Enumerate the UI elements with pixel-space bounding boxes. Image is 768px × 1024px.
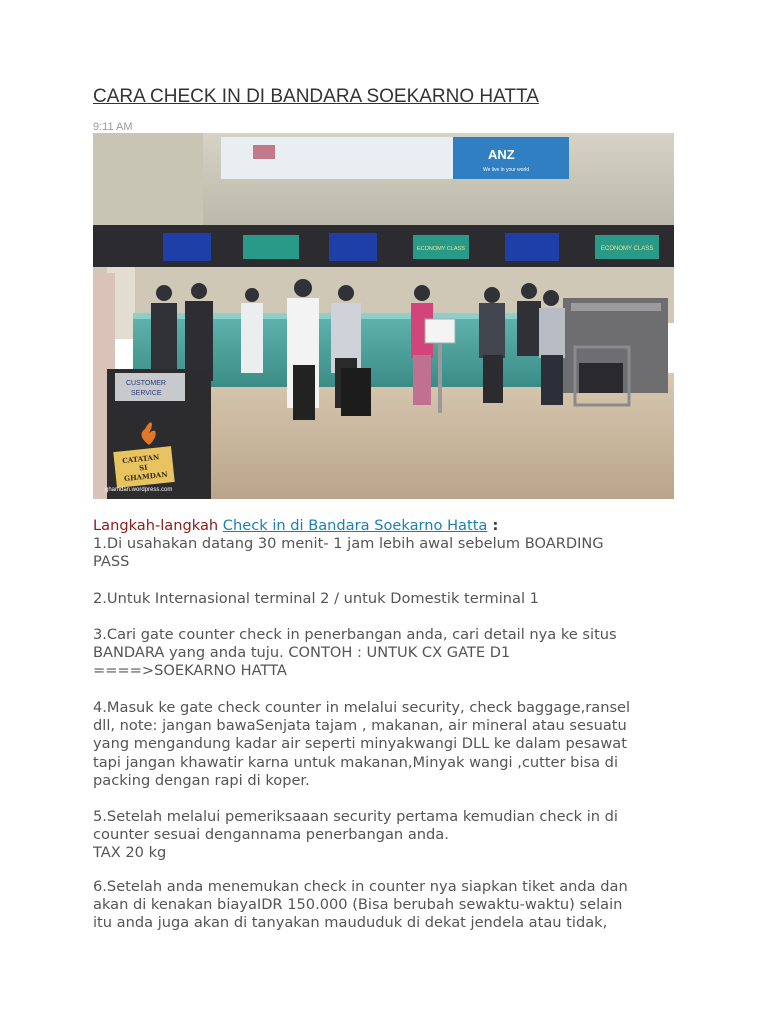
intro-lead: Langkah-langkah (93, 517, 223, 534)
step-3: 3.Cari gate counter check in penerbangan anda, cari detail nya ke situs BANDARA yang anda tuju. CONTOH : UNTUK CX GATE D1 ====>SOEKARNO HATTA (93, 626, 617, 680)
svg-text:GHAMDAN: GHAMDAN (123, 469, 169, 484)
steps-intro (93, 517, 498, 535)
step-1: 1.Di usahakan datang 30 menit- 1 jam lebih awal sebelum BOARDING PASS (93, 535, 604, 571)
svg-text:SI: SI (138, 462, 148, 473)
banner-tagline: We live in your world (483, 167, 530, 173)
article-title: CARA CHECK IN DI BANDARA SOEKARNO HATTA (93, 86, 539, 107)
watermark-url: ghamdan.wordpress.com (105, 487, 173, 493)
stand-label-2: SERVICE (131, 390, 162, 397)
checkin-link[interactable]: Check in di Bandara Soekarno Hatta (222, 517, 488, 534)
svg-text:CATATAN: CATATAN (121, 452, 160, 466)
stand-label-1: CUSTOMER (126, 380, 166, 387)
post-time: 9:11 AM (93, 121, 133, 133)
step-6: 6.Setelah anda menemukan check in counter nya siapkan tiket anda dan akan di kenakan biayaIDR 150.000 (Bisa berubah sewaktu-waktu) selain itu anda juga akan di tanyakan maududuk di dekat jendela atau tidak, (93, 878, 628, 932)
counter-sign-2: ECONOMY CLASS (601, 246, 654, 252)
intro-colon: : (487, 517, 499, 534)
step-2: 2.Untuk Internasional terminal 2 / untuk Domestik terminal 1 (93, 590, 539, 607)
banner-brand: ANZ (488, 147, 515, 162)
counter-sign-1: ECONOMY CLASS (417, 246, 465, 252)
airport-checkin-photo (93, 133, 674, 499)
step-5: 5.Setelah melalui pemeriksaaan security pertama kemudian check in di counter sesuai dengannama penerbangan anda. TAX 20 kg (93, 808, 618, 862)
step-4: 4.Masuk ke gate check counter in melalui security, check baggage,ransel dll, note: jangan bawaSenjata tajam , makanan, air mineral atau sesuatu yang mengandung kadar air seperti minyakwangi DLL ke dalam pesawat tapi jangan khawatir karna untuk makanan,Minyak wangi ,cutter bisa di packing dengan rapi di koper. (93, 699, 631, 789)
